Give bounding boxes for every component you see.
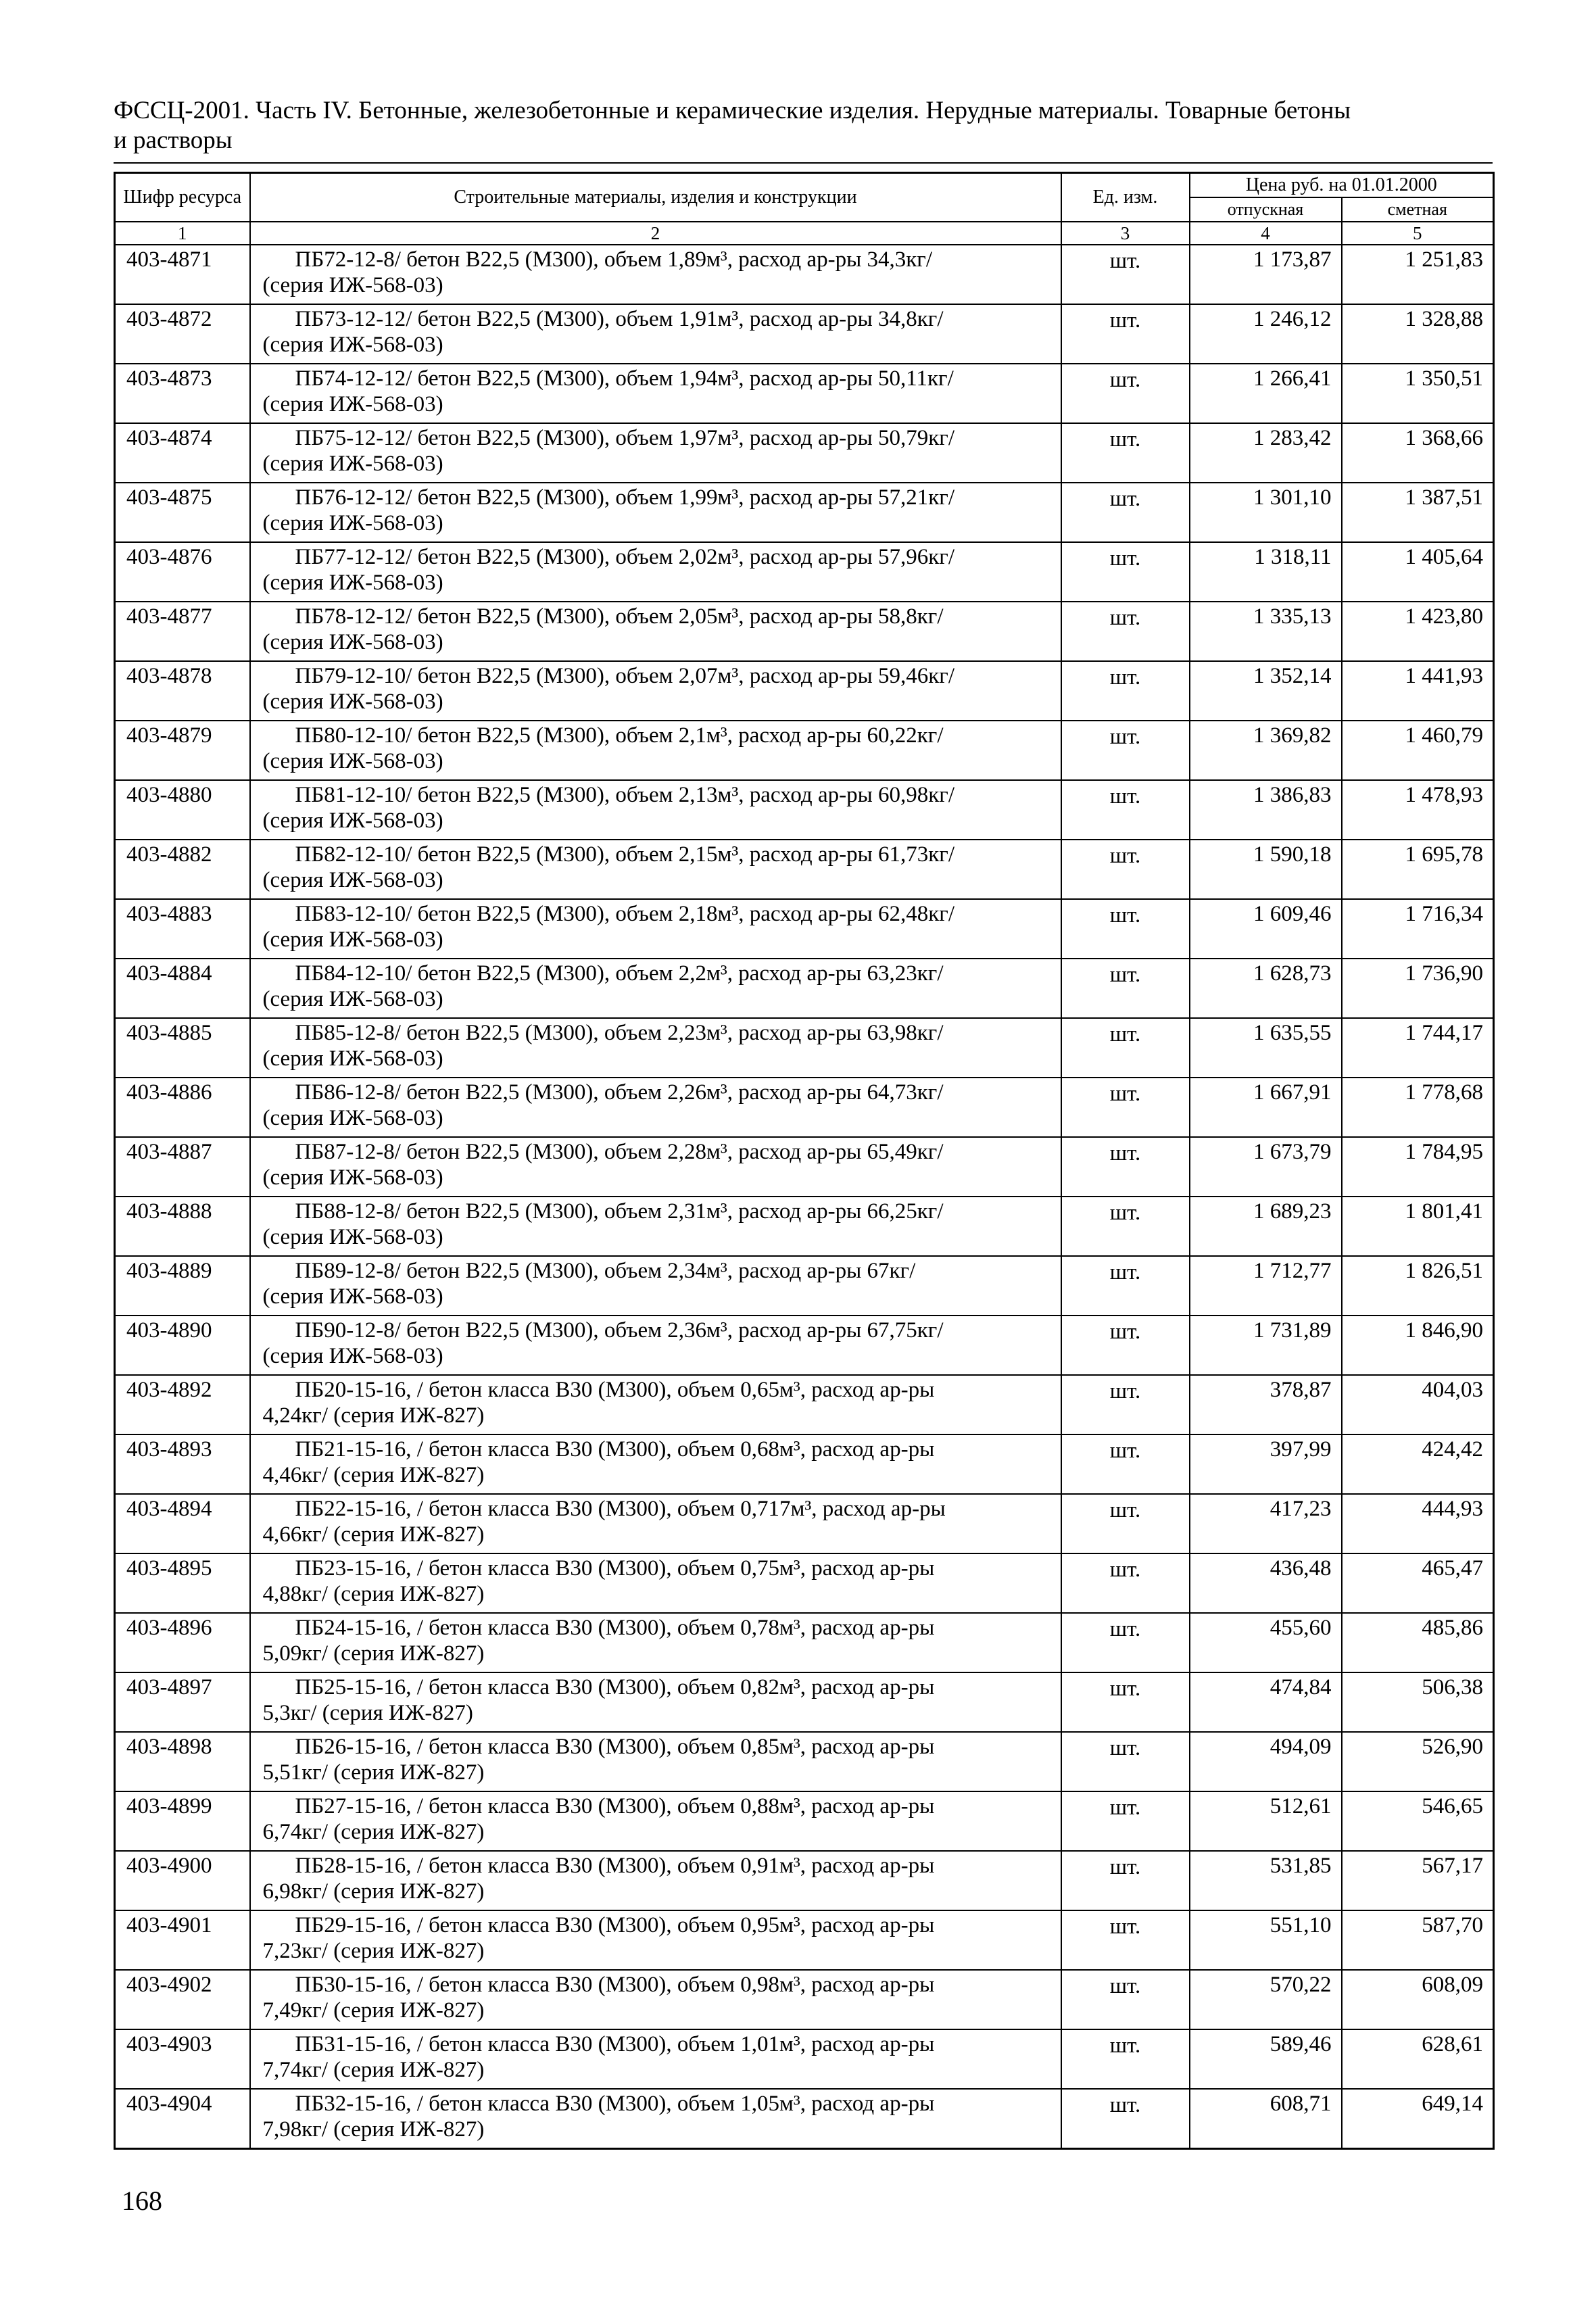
material-name (250, 1434, 1061, 1494)
material-name (250, 1375, 1061, 1434)
header-release-price: отпускная (1190, 197, 1342, 222)
material-name-line1: ПБ84-12-10/ бетон В22,5 (М300), объем 2,2м³, расход ар-ры 63,23кг/ (295, 961, 944, 986)
material-name (250, 780, 1061, 840)
unit: шт. (1061, 1613, 1190, 1672)
unit: шт. (1061, 2089, 1190, 2149)
material-name (250, 1197, 1061, 1256)
resource-code: 403-4901 (115, 1910, 250, 1970)
resource-code: 403-4897 (115, 1672, 250, 1732)
material-name (250, 661, 1061, 721)
release-price: 455,60 (1190, 1613, 1342, 1672)
resource-code: 403-4875 (115, 483, 250, 542)
material-name-line1: ПБ90-12-8/ бетон В22,5 (М300), объем 2,36м³, расход ар-ры 67,75кг/ (295, 1318, 944, 1343)
material-name-line1: ПБ27-15-16, / бетон класса В30 (М300), объем 0,88м³, расход ар-ры (295, 1794, 935, 1818)
material-name-line2: (серия ИЖ-568-03) (262, 630, 443, 654)
table-row (115, 542, 1494, 602)
table-row (115, 1375, 1494, 1434)
unit: шт. (1061, 483, 1190, 542)
unit: шт. (1061, 1137, 1190, 1197)
table-row (115, 1137, 1494, 1197)
estimate-price: 1 405,64 (1342, 542, 1494, 602)
material-name-line2: (серия ИЖ-568-03) (262, 452, 443, 476)
material-name (250, 2029, 1061, 2089)
material-name (250, 840, 1061, 899)
material-name (250, 1018, 1061, 1078)
material-name-line1: ПБ20-15-16, / бетон класса В30 (М300), объем 0,65м³, расход ар-ры (295, 1378, 935, 1402)
estimate-price: 1 716,34 (1342, 899, 1494, 959)
unit: шт. (1061, 1197, 1190, 1256)
material-name (250, 1494, 1061, 1553)
material-name-line2: 6,98кг/ (серия ИЖ-827) (262, 1879, 485, 1904)
material-name (250, 1256, 1061, 1316)
resource-code: 403-4882 (115, 840, 250, 899)
estimate-price: 1 846,90 (1342, 1316, 1494, 1375)
unit: шт. (1061, 1018, 1190, 1078)
unit: шт. (1061, 1316, 1190, 1375)
release-price: 1 318,11 (1190, 542, 1342, 602)
estimate-price: 1 328,88 (1342, 304, 1494, 364)
unit: шт. (1061, 364, 1190, 423)
material-name-line1: ПБ89-12-8/ бетон В22,5 (М300), объем 2,34м³, расход ар-ры 67кг/ (295, 1259, 916, 1283)
resource-code: 403-4873 (115, 364, 250, 423)
resource-code: 403-4892 (115, 1375, 250, 1434)
resource-code: 403-4895 (115, 1553, 250, 1613)
material-name-line1: ПБ88-12-8/ бетон В22,5 (М300), объем 2,31м³, расход ар-ры 66,25кг/ (295, 1199, 944, 1224)
table-row (115, 959, 1494, 1018)
estimate-price: 1 801,41 (1342, 1197, 1494, 1256)
resource-code: 403-4877 (115, 602, 250, 661)
estimate-price: 1 251,83 (1342, 245, 1494, 304)
release-price: 1 609,46 (1190, 899, 1342, 959)
material-name-line1: ПБ76-12-12/ бетон В22,5 (М300), объем 1,99м³, расход ар-ры 57,21кг/ (295, 485, 954, 510)
column-number: 3 (1061, 222, 1190, 245)
material-name (250, 1137, 1061, 1197)
table-row (115, 245, 1494, 304)
material-name-line2: (серия ИЖ-568-03) (262, 809, 443, 833)
release-price: 417,23 (1190, 1494, 1342, 1553)
estimate-price: 1 778,68 (1342, 1078, 1494, 1137)
material-name-line1: ПБ23-15-16, / бетон класса В30 (М300), объем 0,75м³, расход ар-ры (295, 1556, 935, 1581)
resource-code: 403-4884 (115, 959, 250, 1018)
material-name-line2: (серия ИЖ-568-03) (262, 1284, 443, 1309)
material-name (250, 304, 1061, 364)
material-name-line2: (серия ИЖ-568-03) (262, 511, 443, 535)
resource-code: 403-4885 (115, 1018, 250, 1078)
unit: шт. (1061, 1970, 1190, 2029)
price-table (114, 172, 1495, 2150)
resource-code: 403-4880 (115, 780, 250, 840)
column-number-row (115, 222, 1494, 245)
resource-code: 403-4879 (115, 721, 250, 780)
resource-code: 403-4876 (115, 542, 250, 602)
material-name-line2: 5,3кг/ (серия ИЖ-827) (262, 1701, 473, 1725)
table-row (115, 2029, 1494, 2089)
table-row (115, 364, 1494, 423)
unit: шт. (1061, 542, 1190, 602)
material-name-line1: ПБ77-12-12/ бетон В22,5 (М300), объем 2,02м³, расход ар-ры 57,96кг/ (295, 545, 954, 569)
header-rule (114, 162, 1493, 164)
estimate-price: 424,42 (1342, 1434, 1494, 1494)
table-row (115, 602, 1494, 661)
page-number: 168 (122, 2186, 162, 2216)
estimate-price: 628,61 (1342, 2029, 1494, 2089)
table-header (115, 173, 1494, 245)
material-name-line1: ПБ31-15-16, / бетон класса В30 (М300), объем 1,01м³, расход ар-ры (295, 2032, 935, 2056)
material-name-line1: ПБ78-12-12/ бетон В22,5 (М300), объем 2,05м³, расход ар-ры 58,8кг/ (295, 604, 944, 629)
unit: шт. (1061, 423, 1190, 483)
release-price: 570,22 (1190, 1970, 1342, 2029)
estimate-price: 1 478,93 (1342, 780, 1494, 840)
release-price: 1 689,23 (1190, 1197, 1342, 1256)
material-name-line1: ПБ25-15-16, / бетон класса В30 (М300), объем 0,82м³, расход ар-ры (295, 1675, 935, 1699)
release-price: 494,09 (1190, 1732, 1342, 1791)
release-price: 1 712,77 (1190, 1256, 1342, 1316)
material-name-line1: ПБ28-15-16, / бетон класса В30 (М300), объем 0,91м³, расход ар-ры (295, 1854, 935, 1878)
unit: шт. (1061, 959, 1190, 1018)
material-name-line2: (серия ИЖ-568-03) (262, 392, 443, 416)
material-name-line2: (серия ИЖ-568-03) (262, 1165, 443, 1190)
table-row (115, 423, 1494, 483)
unit: шт. (1061, 840, 1190, 899)
release-price: 1 628,73 (1190, 959, 1342, 1018)
table-row (115, 2089, 1494, 2149)
estimate-price: 465,47 (1342, 1553, 1494, 1613)
release-price: 1 635,55 (1190, 1018, 1342, 1078)
release-price: 1 266,41 (1190, 364, 1342, 423)
unit: шт. (1061, 1375, 1190, 1434)
material-name-line2: 4,88кг/ (серия ИЖ-827) (262, 1582, 485, 1606)
resource-code: 403-4874 (115, 423, 250, 483)
estimate-price: 1 368,66 (1342, 423, 1494, 483)
table-row (115, 1494, 1494, 1553)
table-row (115, 661, 1494, 721)
material-name-line1: ПБ29-15-16, / бетон класса В30 (М300), объем 0,95м³, расход ар-ры (295, 1913, 935, 1937)
material-name (250, 1613, 1061, 1672)
material-name-line1: ПБ74-12-12/ бетон В22,5 (М300), объем 1,94м³, расход ар-ры 50,11кг/ (295, 366, 954, 391)
material-name-line2: (серия ИЖ-568-03) (262, 333, 443, 357)
material-name (250, 245, 1061, 304)
header-title-line2: и растворы (114, 126, 233, 154)
unit: шт. (1061, 780, 1190, 840)
header-estimate-price: сметная (1342, 197, 1494, 222)
resource-code: 403-4872 (115, 304, 250, 364)
header-price: Цена руб. на 01.01.2000 (1190, 173, 1494, 198)
material-name (250, 1078, 1061, 1137)
estimate-price: 1 784,95 (1342, 1137, 1494, 1197)
resource-code: 403-4889 (115, 1256, 250, 1316)
material-name-line2: (серия ИЖ-568-03) (262, 987, 443, 1011)
header-unit: Ед. изм. (1061, 173, 1190, 222)
unit: шт. (1061, 245, 1190, 304)
material-name (250, 483, 1061, 542)
estimate-price: 1 826,51 (1342, 1256, 1494, 1316)
table-row (115, 1197, 1494, 1256)
release-price: 551,10 (1190, 1910, 1342, 1970)
material-name (250, 602, 1061, 661)
header-title-line1: ФССЦ-2001. Часть IV. Бетонные, железобетонные и керамические изделия. Нерудные материалы. Товарные бетоны (114, 97, 1351, 124)
material-name (250, 1851, 1061, 1910)
resource-code: 403-4893 (115, 1434, 250, 1494)
material-name-line2: 4,66кг/ (серия ИЖ-827) (262, 1522, 485, 1547)
table-body (115, 245, 1494, 2149)
material-name-line2: (серия ИЖ-568-03) (262, 571, 443, 595)
table-row (115, 1910, 1494, 1970)
unit: шт. (1061, 661, 1190, 721)
estimate-price: 1 695,78 (1342, 840, 1494, 899)
material-name (250, 1553, 1061, 1613)
material-name-line1: ПБ87-12-8/ бетон В22,5 (М300), объем 2,28м³, расход ар-ры 65,49кг/ (295, 1140, 944, 1164)
release-price: 1 301,10 (1190, 483, 1342, 542)
material-name-line1: ПБ83-12-10/ бетон В22,5 (М300), объем 2,18м³, расход ар-ры 62,48кг/ (295, 902, 954, 926)
table-row (115, 1613, 1494, 1672)
material-name-line1: ПБ24-15-16, / бетон класса В30 (М300), объем 0,78м³, расход ар-ры (295, 1616, 935, 1640)
material-name-line2: 7,98кг/ (серия ИЖ-827) (262, 2117, 485, 2142)
unit: шт. (1061, 1732, 1190, 1791)
estimate-price: 1 736,90 (1342, 959, 1494, 1018)
resource-code: 403-4902 (115, 1970, 250, 2029)
table-row (115, 1018, 1494, 1078)
header-code: Шифр ресурса (115, 173, 250, 222)
estimate-price: 567,17 (1342, 1851, 1494, 1910)
table-row (115, 721, 1494, 780)
material-name (250, 899, 1061, 959)
resource-code: 403-4896 (115, 1613, 250, 1672)
estimate-price: 649,14 (1342, 2089, 1494, 2149)
estimate-price: 444,93 (1342, 1494, 1494, 1553)
material-name (250, 1316, 1061, 1375)
estimate-price: 546,65 (1342, 1791, 1494, 1851)
resource-code: 403-4887 (115, 1137, 250, 1197)
estimate-price: 587,70 (1342, 1910, 1494, 1970)
release-price: 1 283,42 (1190, 423, 1342, 483)
material-name-line2: 6,74кг/ (серия ИЖ-827) (262, 1820, 485, 1844)
estimate-price: 404,03 (1342, 1375, 1494, 1434)
release-price: 589,46 (1190, 2029, 1342, 2089)
estimate-price: 1 441,93 (1342, 661, 1494, 721)
estimate-price: 1 460,79 (1342, 721, 1494, 780)
material-name-line1: ПБ73-12-12/ бетон В22,5 (М300), объем 1,91м³, расход ар-ры 34,8кг/ (295, 307, 944, 331)
table-row (115, 1851, 1494, 1910)
resource-code: 403-4883 (115, 899, 250, 959)
material-name (250, 364, 1061, 423)
release-price: 1 673,79 (1190, 1137, 1342, 1197)
material-name-line2: (серия ИЖ-568-03) (262, 927, 443, 952)
release-price: 474,84 (1190, 1672, 1342, 1732)
material-name (250, 2089, 1061, 2149)
material-name-line1: ПБ75-12-12/ бетон В22,5 (М300), объем 1,97м³, расход ар-ры 50,79кг/ (295, 426, 954, 450)
unit: шт. (1061, 2029, 1190, 2089)
release-price: 1 667,91 (1190, 1078, 1342, 1137)
release-price: 1 386,83 (1190, 780, 1342, 840)
table-row (115, 899, 1494, 959)
material-name (250, 423, 1061, 483)
table-row (115, 780, 1494, 840)
table-row (115, 1316, 1494, 1375)
release-price: 397,99 (1190, 1434, 1342, 1494)
column-number: 2 (250, 222, 1061, 245)
unit: шт. (1061, 1494, 1190, 1553)
release-price: 378,87 (1190, 1375, 1342, 1434)
material-name-line2: (серия ИЖ-568-03) (262, 690, 443, 714)
resource-code: 403-4903 (115, 2029, 250, 2089)
release-price: 1 369,82 (1190, 721, 1342, 780)
material-name-line2: (серия ИЖ-568-03) (262, 273, 443, 297)
release-price: 1 352,14 (1190, 661, 1342, 721)
material-name-line1: ПБ80-12-10/ бетон В22,5 (М300), объем 2,1м³, расход ар-ры 60,22кг/ (295, 723, 944, 748)
unit: шт. (1061, 1553, 1190, 1613)
release-price: 608,71 (1190, 2089, 1342, 2149)
release-price: 1 335,13 (1190, 602, 1342, 661)
table-row (115, 840, 1494, 899)
release-price: 531,85 (1190, 1851, 1342, 1910)
page-header (114, 96, 1493, 155)
material-name-line2: 5,09кг/ (серия ИЖ-827) (262, 1641, 485, 1666)
material-name-line1: ПБ32-15-16, / бетон класса В30 (М300), объем 1,05м³, расход ар-ры (295, 2092, 935, 2116)
material-name-line1: ПБ79-12-10/ бетон В22,5 (М300), объем 2,07м³, расход ар-ры 59,46кг/ (295, 664, 954, 688)
resource-code: 403-4898 (115, 1732, 250, 1791)
table-row (115, 483, 1494, 542)
resource-code: 403-4894 (115, 1494, 250, 1553)
release-price: 1 173,87 (1190, 245, 1342, 304)
material-name-line2: 4,24кг/ (серия ИЖ-827) (262, 1403, 485, 1428)
resource-code: 403-4900 (115, 1851, 250, 1910)
material-name (250, 1910, 1061, 1970)
material-name-line1: ПБ82-12-10/ бетон В22,5 (М300), объем 2,15м³, расход ар-ры 61,73кг/ (295, 842, 954, 867)
resource-code: 403-4899 (115, 1791, 250, 1851)
material-name-line1: ПБ81-12-10/ бетон В22,5 (М300), объем 2,13м³, расход ар-ры 60,98кг/ (295, 783, 954, 807)
material-name-line2: 7,74кг/ (серия ИЖ-827) (262, 2058, 485, 2082)
release-price: 1 731,89 (1190, 1316, 1342, 1375)
resource-code: 403-4904 (115, 2089, 250, 2149)
material-name-line1: ПБ22-15-16, / бетон класса В30 (М300), объем 0,717м³, расход ар-ры (295, 1497, 946, 1521)
resource-code: 403-4886 (115, 1078, 250, 1137)
resource-code: 403-4890 (115, 1316, 250, 1375)
material-name (250, 1672, 1061, 1732)
column-number: 1 (115, 222, 250, 245)
table-row (115, 1434, 1494, 1494)
header-name: Строительные материалы, изделия и конструкции (250, 173, 1061, 222)
material-name-line2: 7,49кг/ (серия ИЖ-827) (262, 1998, 485, 2023)
material-name-line2: 4,46кг/ (серия ИЖ-827) (262, 1463, 485, 1487)
material-name-line2: (серия ИЖ-568-03) (262, 1225, 443, 1249)
column-number: 5 (1342, 222, 1494, 245)
table-row (115, 1078, 1494, 1137)
table-row (115, 1970, 1494, 2029)
material-name (250, 1791, 1061, 1851)
estimate-price: 526,90 (1342, 1732, 1494, 1791)
estimate-price: 1 350,51 (1342, 364, 1494, 423)
resource-code: 403-4871 (115, 245, 250, 304)
resource-code: 403-4878 (115, 661, 250, 721)
material-name (250, 721, 1061, 780)
unit: шт. (1061, 1791, 1190, 1851)
material-name-line2: 5,51кг/ (серия ИЖ-827) (262, 1760, 485, 1785)
material-name-line2: 7,23кг/ (серия ИЖ-827) (262, 1939, 485, 1963)
column-number: 4 (1190, 222, 1342, 245)
material-name (250, 1970, 1061, 2029)
unit: шт. (1061, 1078, 1190, 1137)
material-name (250, 959, 1061, 1018)
estimate-price: 1 387,51 (1342, 483, 1494, 542)
release-price: 436,48 (1190, 1553, 1342, 1613)
release-price: 1 246,12 (1190, 304, 1342, 364)
unit: шт. (1061, 721, 1190, 780)
release-price: 1 590,18 (1190, 840, 1342, 899)
estimate-price: 1 744,17 (1342, 1018, 1494, 1078)
unit: шт. (1061, 1672, 1190, 1732)
unit: шт. (1061, 1256, 1190, 1316)
material-name (250, 1732, 1061, 1791)
estimate-price: 506,38 (1342, 1672, 1494, 1732)
material-name-line1: ПБ86-12-8/ бетон В22,5 (М300), объем 2,26м³, расход ар-ры 64,73кг/ (295, 1080, 944, 1105)
unit: шт. (1061, 602, 1190, 661)
material-name-line2: (серия ИЖ-568-03) (262, 868, 443, 892)
material-name (250, 542, 1061, 602)
table-row (115, 1791, 1494, 1851)
unit: шт. (1061, 304, 1190, 364)
table-row (115, 304, 1494, 364)
unit: шт. (1061, 899, 1190, 959)
unit: шт. (1061, 1434, 1190, 1494)
material-name-line1: ПБ21-15-16, / бетон класса В30 (М300), объем 0,68м³, расход ар-ры (295, 1437, 935, 1462)
estimate-price: 608,09 (1342, 1970, 1494, 2029)
unit: шт. (1061, 1910, 1190, 1970)
material-name-line1: ПБ85-12-8/ бетон В22,5 (М300), объем 2,23м³, расход ар-ры 63,98кг/ (295, 1021, 944, 1045)
material-name-line2: (серия ИЖ-568-03) (262, 1344, 443, 1368)
material-name-line1: ПБ26-15-16, / бетон класса В30 (М300), объем 0,85м³, расход ар-ры (295, 1735, 935, 1759)
material-name-line2: (серия ИЖ-568-03) (262, 1046, 443, 1071)
resource-code: 403-4888 (115, 1197, 250, 1256)
material-name-line2: (серия ИЖ-568-03) (262, 749, 443, 773)
unit: шт. (1061, 1851, 1190, 1910)
table-row (115, 1553, 1494, 1613)
material-name-line1: ПБ72-12-8/ бетон В22,5 (М300), объем 1,89м³, расход ар-ры 34,3кг/ (295, 247, 932, 272)
material-name-line2: (серия ИЖ-568-03) (262, 1106, 443, 1130)
table-row (115, 1256, 1494, 1316)
estimate-price: 485,86 (1342, 1613, 1494, 1672)
table-row (115, 1672, 1494, 1732)
table-row (115, 1732, 1494, 1791)
estimate-price: 1 423,80 (1342, 602, 1494, 661)
release-price: 512,61 (1190, 1791, 1342, 1851)
material-name-line1: ПБ30-15-16, / бетон класса В30 (М300), объем 0,98м³, расход ар-ры (295, 1973, 935, 1997)
